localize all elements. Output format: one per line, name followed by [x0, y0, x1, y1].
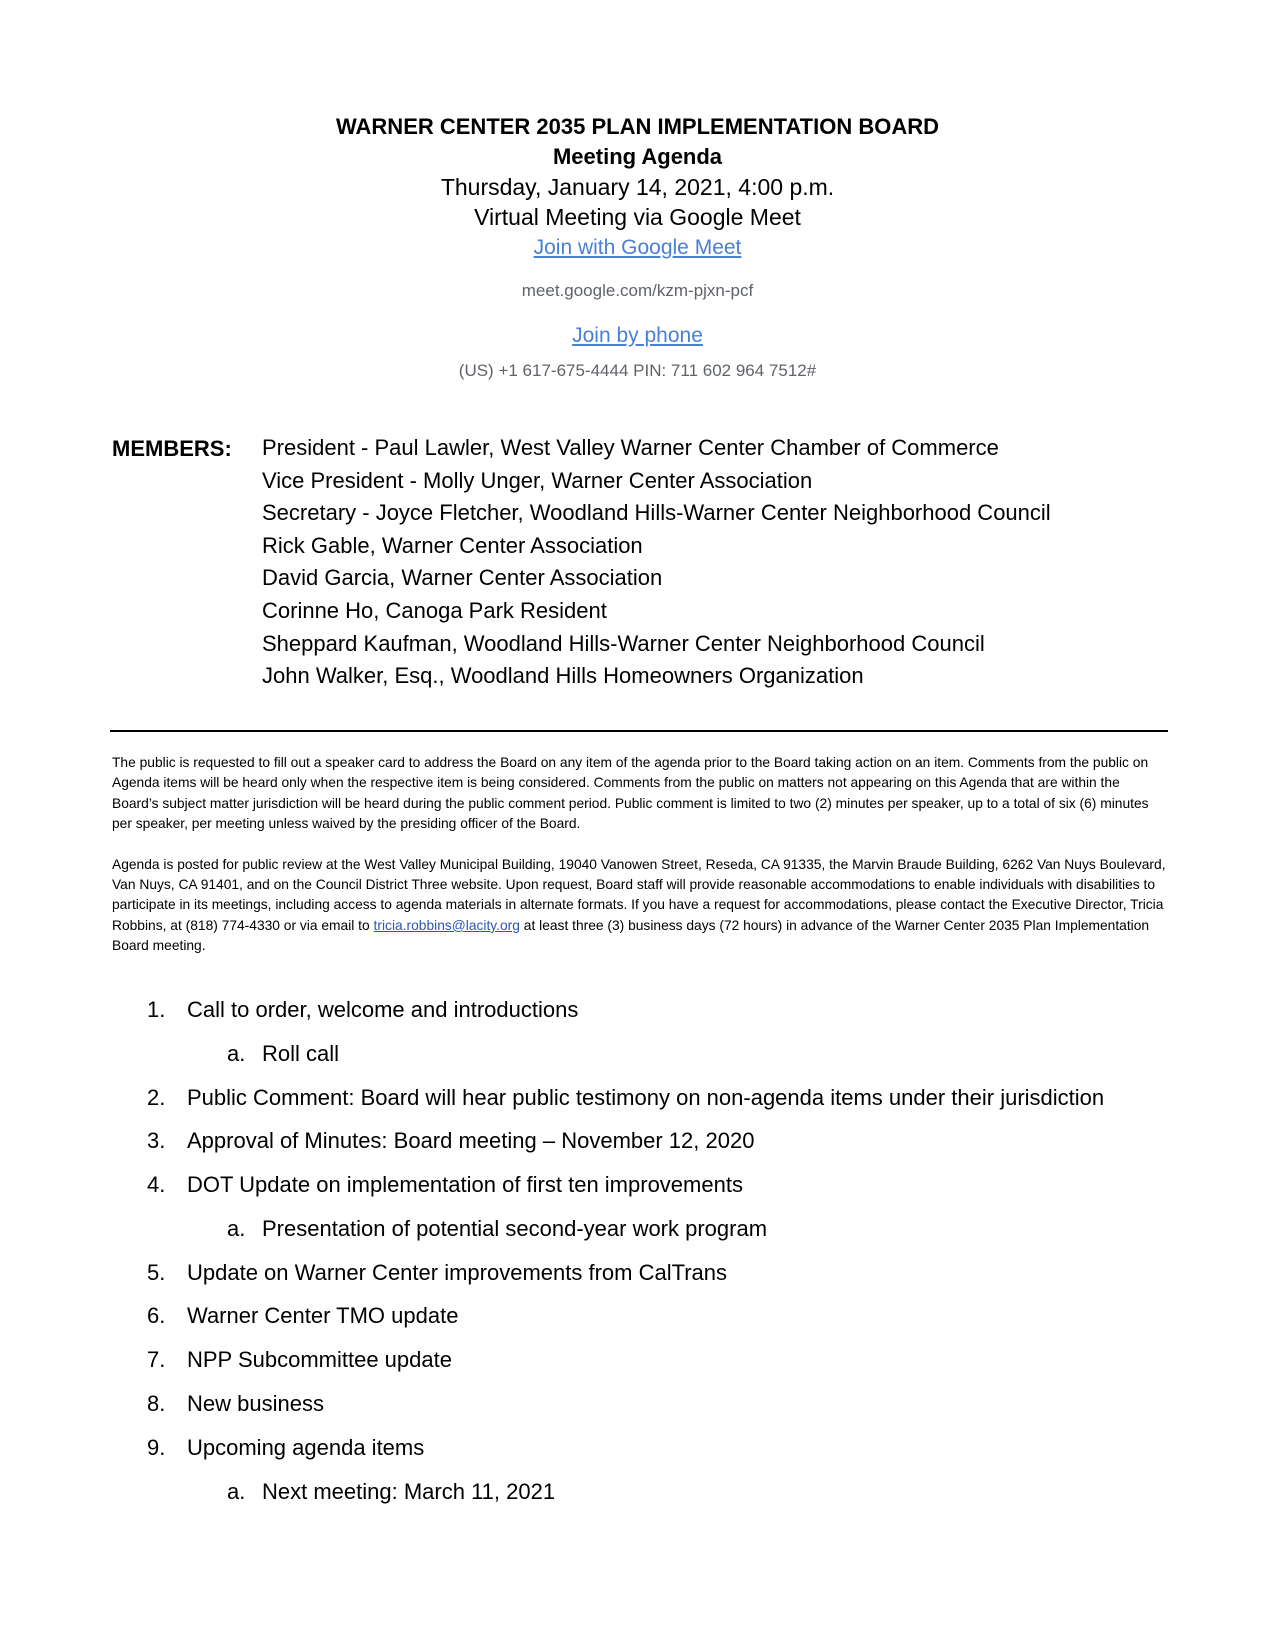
document-subtitle: Meeting Agenda — [552, 144, 723, 169]
item-text: Next meeting: March 11, 2021 — [262, 1479, 556, 1504]
divider — [110, 730, 1168, 732]
item-text: Presentation of potential second-year work program — [262, 1216, 768, 1241]
join-by-phone-link[interactable]: Join by phone — [572, 324, 703, 347]
member-entry: Rick Gable, Warner Center Association — [262, 532, 643, 558]
item-number: 2. — [147, 1085, 166, 1110]
item-text: DOT Update on implementation of first ten improvements — [187, 1172, 743, 1197]
members-label: MEMBERS: — [112, 436, 232, 461]
posting-text-end: at least three (3) business days (72 hours) in advance of the Warner Center 2035 Plan Implementation Board meeting. — [112, 917, 1150, 954]
item-text: Warner Center TMO update — [187, 1303, 459, 1328]
posting-paragraph — [112, 855, 1167, 957]
item-text: Update on Warner Center improvements from CalTrans — [187, 1260, 728, 1285]
item-number: 1. — [147, 997, 166, 1022]
public-comment-paragraph: The public is requested to fill out a speaker card to address the Board on any item of the agenda prior to the Board taking action on an item. Comments from the public on Agenda items will be heard only when the respective item is being considered. Comments from the public on matters not appearing on this Agenda that are within the Board’s subject matter jurisdiction will be heard during the public comment period. Public comment is limited to two (2) minutes per speaker, up to a total of six (6) minutes per speaker, per meeting unless waived by the presiding officer of the Board. — [112, 755, 1149, 832]
item-text: NPP Subcommittee update — [187, 1347, 452, 1372]
item-letter: a. — [227, 1041, 246, 1066]
join-google-meet-link[interactable]: Join with Google Meet — [533, 236, 742, 259]
meeting-venue: Virtual Meeting via Google Meet — [474, 204, 801, 230]
item-number: 9. — [147, 1435, 166, 1460]
email-link[interactable]: tricia.robbins@lacity.org — [373, 917, 520, 933]
member-entry: President - Paul Lawler, West Valley Warner Center Chamber of Commerce — [262, 435, 999, 460]
board-title: WARNER CENTER 2035 PLAN IMPLEMENTATION BOARD — [335, 114, 939, 139]
item-text: Call to order, welcome and introductions — [187, 997, 579, 1022]
item-number: 4. — [147, 1172, 166, 1197]
member-entry: Vice President - Molly Unger, Warner Center Association — [262, 467, 813, 493]
item-text: New business — [187, 1391, 324, 1416]
meeting-datetime: Thursday, January 14, 2021, 4:00 p.m. — [440, 174, 835, 200]
meet-url: meet.google.com/kzm-pjxn-pcf — [521, 281, 754, 300]
item-letter: a. — [227, 1216, 246, 1241]
member-entry: David Garcia, Warner Center Association — [262, 565, 663, 591]
item-number: 5. — [147, 1260, 166, 1285]
item-text: Approval of Minutes: Board meeting – November 12, 2020 — [187, 1128, 755, 1153]
header — [0, 112, 1275, 384]
phone-info: (US) +1 617-675-4444 PIN: 711 602 964 7512# — [458, 361, 817, 380]
item-number: 7. — [147, 1347, 166, 1372]
item-number: 8. — [147, 1391, 166, 1416]
members-list — [262, 432, 1051, 693]
member-entry: John Walker, Esq., Woodland Hills Homeowners Organization — [262, 663, 864, 689]
item-text: Upcoming agenda items — [187, 1435, 425, 1460]
member-entry: Corinne Ho, Canoga Park Resident — [262, 597, 607, 623]
posting-text: Agenda is posted for public review at the West Valley Municipal Building, 19040 Vanowen Street, Reseda, CA 91335, the Marvin Braude Building, 6262 Van Nuys Boulevard, Van Nuys, CA 91401, and on the Council District Three website. Upon request, Board staff will provide reasonable accommodations to enable individuals with disabilities to participate in its meetings, including access to agenda materials in alternate formats. If you have a request for accommodations, please contact the Executive Director, Tricia Robbins, at (818) 774-4330 or via email to — [112, 856, 1166, 933]
item-letter: a. — [227, 1479, 246, 1504]
member-entry: Secretary - Joyce Fletcher, Woodland Hills-Warner Center Neighborhood Council — [262, 500, 1051, 526]
public-notice — [112, 753, 1167, 977]
item-text: Roll call — [262, 1041, 340, 1066]
item-number: 6. — [147, 1303, 166, 1328]
item-text: Public Comment: Board will hear public testimony on non-agenda items under their jurisdiction — [187, 1085, 1105, 1110]
item-number: 3. — [147, 1128, 166, 1153]
member-entry: Sheppard Kaufman, Woodland Hills-Warner Center Neighborhood Council — [262, 630, 985, 656]
